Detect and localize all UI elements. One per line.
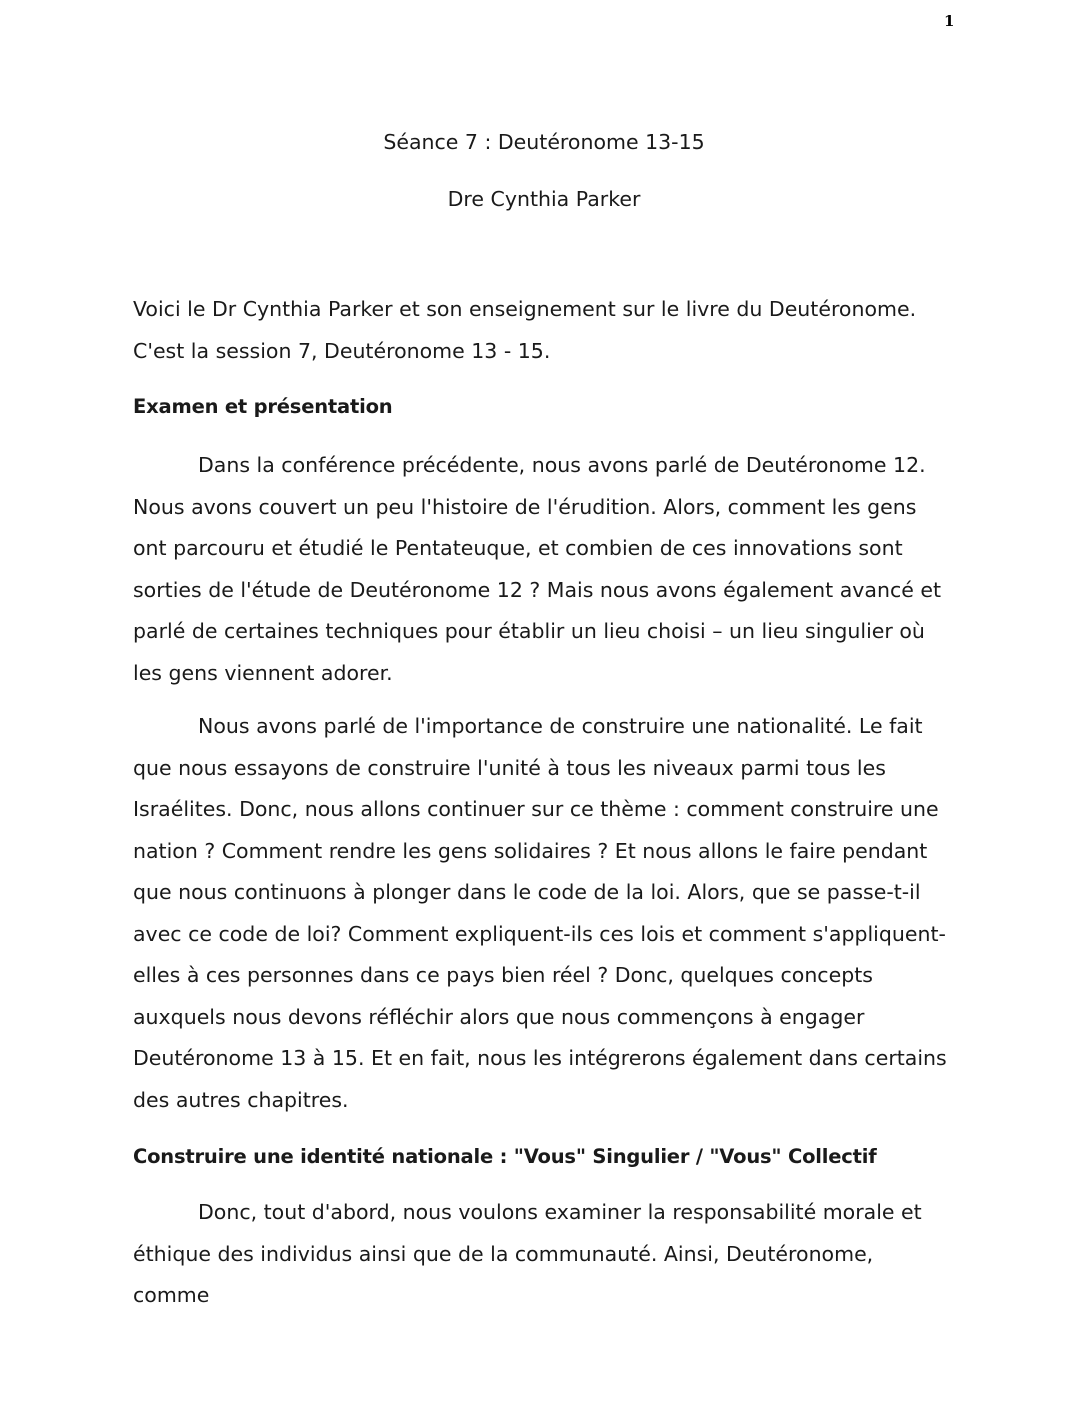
body-paragraph: Donc, tout d'abord, nous voulons examiner la responsabilité morale et éthique des individus ainsi que de la communauté. Ainsi, Deutéronome, comme [133,1200,922,1307]
document-author: Dre Cynthia Parker [447,187,641,211]
section-heading-national-identity: Construire une identité nationale : "Vous" Singulier / "Vous" Collectif [133,1145,877,1168]
intro-paragraph: Voici le Dr Cynthia Parker et son enseignement sur le livre du Deutéronome. C'est la session 7, Deutéronome 13 - 15. [133,297,917,363]
page-number: 1 [944,12,955,30]
document-title: Séance 7 : Deutéronome 13-15 [383,130,705,154]
body-paragraph: Nous avons parlé de l'importance de construire une nationalité. Le fait que nous essayons de construire l'unité à tous les niveaux parmi tous les Israélites. Donc, nous allons continuer sur ce thème : comment construire une nation ? Comment rendre les gens solidaires ? Et nous allons le faire pendant que nous continuons à plonger dans le code de la loi. Alors, que se passe-t-il avec ce code de loi? Comment expliquent-ils ces lois et comment s'appliquent-elles à ces personnes dans ce pays bien réel ? Donc, quelques concepts auxquels nous devons réfléchir alors que nous commençons à engager Deutéronome 13 à 15. Et en fait, nous les intégrerons également dans certains des autres chapitres. [133,714,947,1112]
body-paragraph: Dans la conférence précédente, nous avons parlé de Deutéronome 12. Nous avons couvert un peu l'histoire de l'érudition. Alors, comment les gens ont parcouru et étudié le Pentateuque, et combien de ces innovations sont sorties de l'étude de Deutéronome 12 ? Mais nous avons également avancé et parlé de certaines techniques pour établir un lieu choisi – un lieu singulier où les gens viennent adorer. [133,453,941,685]
section-heading-review: Examen et présentation [133,395,393,418]
